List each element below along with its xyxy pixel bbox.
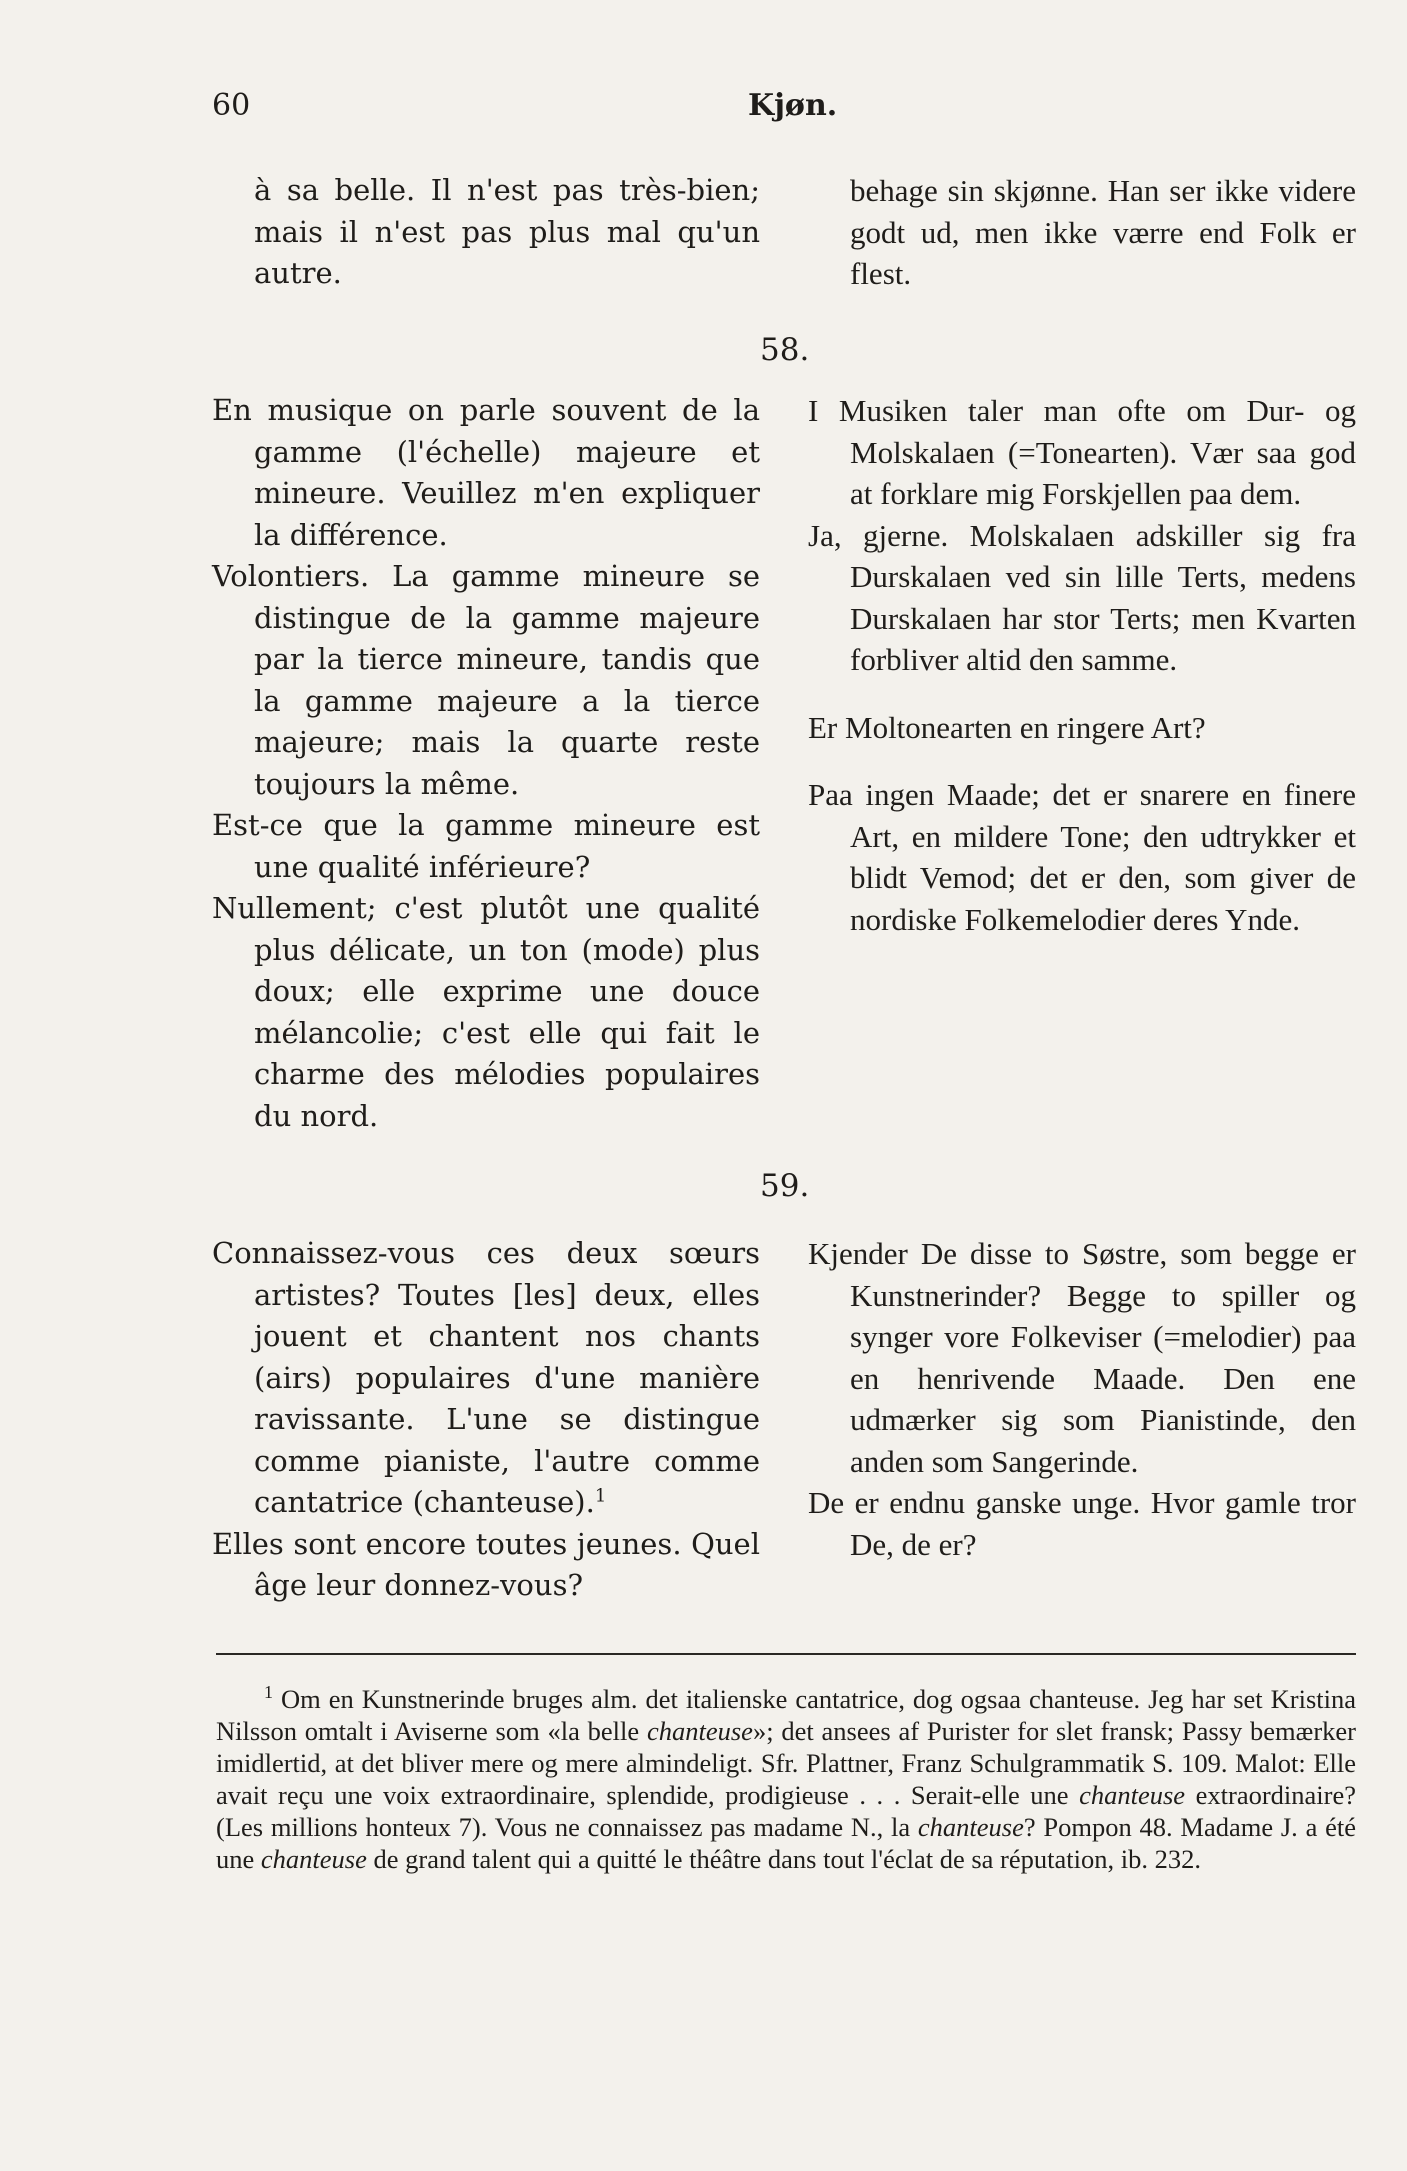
footnote-reference[interactable]: 1 — [594, 1485, 607, 1507]
footnote-divider — [216, 1653, 1356, 1655]
footnote — [216, 1683, 1356, 1875]
paragraph-text: Connaissez-vous ces deux sœurs artistes? Toutes [les] deux, elles jouent et chantent nos chants (airs) populaires d'une manière ravissante. L'une se distingue comme pianiste, l'autre comme cantatrice (chanteuse). — [212, 1236, 760, 1519]
paragraph: Nullement; c'est plutôt une qualité plus délicate, un ton (mode) plus doux; elle exprime une douce mélancolie; c'est elle qui fait le charme des mélodies populaires du nord. — [212, 891, 760, 1133]
paragraph: Paa ingen Maade; det er snarere en finere Art, en mildere Tone; den udtrykker et blidt Vemod; det er den, som giver de nordiske Folkemelodier deres Ynde. — [808, 777, 1356, 937]
intro-french-text: à sa belle. Il n'est pas très-bien; mais il n'est pas plus mal qu'un autre. — [254, 173, 760, 290]
paragraph: Est-ce que la gamme mineure est une qualité inférieure? — [212, 808, 760, 884]
paragraph: De er endnu ganske unge. Hvor gamle tror De, de er? — [808, 1485, 1356, 1562]
paragraph: Elles sont encore toutes jeunes. Quel âge leur donnez-vous? — [212, 1526, 760, 1602]
intro-french — [212, 170, 760, 295]
section-58-danish — [808, 390, 1356, 940]
intro-danish-text: behage sin skjønne. Han ser ikke videre godt ud, men ikke værre end Folk er flest. — [850, 173, 1356, 291]
paragraph — [212, 1233, 760, 1524]
paragraph: I Musiken taler man ofte om Dur- og Molskalaen (=Tonearten). Vær saa god at forklare mig Forskjellen paa dem. — [808, 393, 1356, 511]
section-number-58: 58. — [760, 332, 810, 368]
paragraph: Volontiers. La gamme mineure se distingue de la gamme majeure par la tierce mineure, tandis que la gamme majeure a la tierce majeure; mais la quarte reste toujours la même. — [212, 559, 760, 801]
paragraph: En musique on parle souvent de la gamme (l'échelle) majeure et mineure. Veuillez m'en expliquer la différence. — [212, 393, 760, 552]
paragraph: Kjender De disse to Søstre, som begge er Kunstnerinder? Begge to spiller og synger vore Folkeviser (=melodier) paa en henrivende Maade. Den ene udmærker sig som Pianistinde, den anden som Sangerinde. — [808, 1236, 1356, 1479]
section-58-french — [212, 390, 760, 1137]
footnote-text: $^1$ Om en Kunstnerinde bruges alm. det italienske cantatrice, dog ogsaa chanteuse. Jeg har set Kristina Nilsson omtalt i Aviserne som «la belle chanteuse»; det ansees af Purister for slet fransk; Passy bemærker imidlertid, at det bliver mere og mere almindeligt. Sfr. Plattner, Franz Schulgrammatik S. 109. Malot: Elle avait reçu une voix extraordinaire, splendide, prodigieuse . . . Serait-elle une chanteuse extraordinaire? (Les millions honteux 7). Vous ne connaissez pas madame N., la chanteuse? Pompon 48. Madame J. a été une chanteuse de grand talent qui a quitté le théâtre dans tout l'éclat de sa réputation, ib. 232. — [216, 1682, 1356, 1874]
paragraph: Ja, gjerne. Molskalaen adskiller sig fra Durskalaen ved sin lille Terts, medens Durskalaen har stor Terts; men Kvarten forbliver altid den samme. — [808, 517, 1356, 677]
section-59-french — [212, 1233, 760, 1607]
paragraph: Er Moltonearten en ringere Art? — [808, 709, 1206, 745]
section-59-danish — [808, 1233, 1356, 1565]
running-head: Kjøn. — [748, 88, 838, 123]
footnote-marker: 1 — [264, 1682, 273, 1703]
intro-danish — [808, 170, 1356, 295]
page-number: 60 — [212, 88, 251, 123]
section-number-59: 59. — [760, 1168, 810, 1204]
